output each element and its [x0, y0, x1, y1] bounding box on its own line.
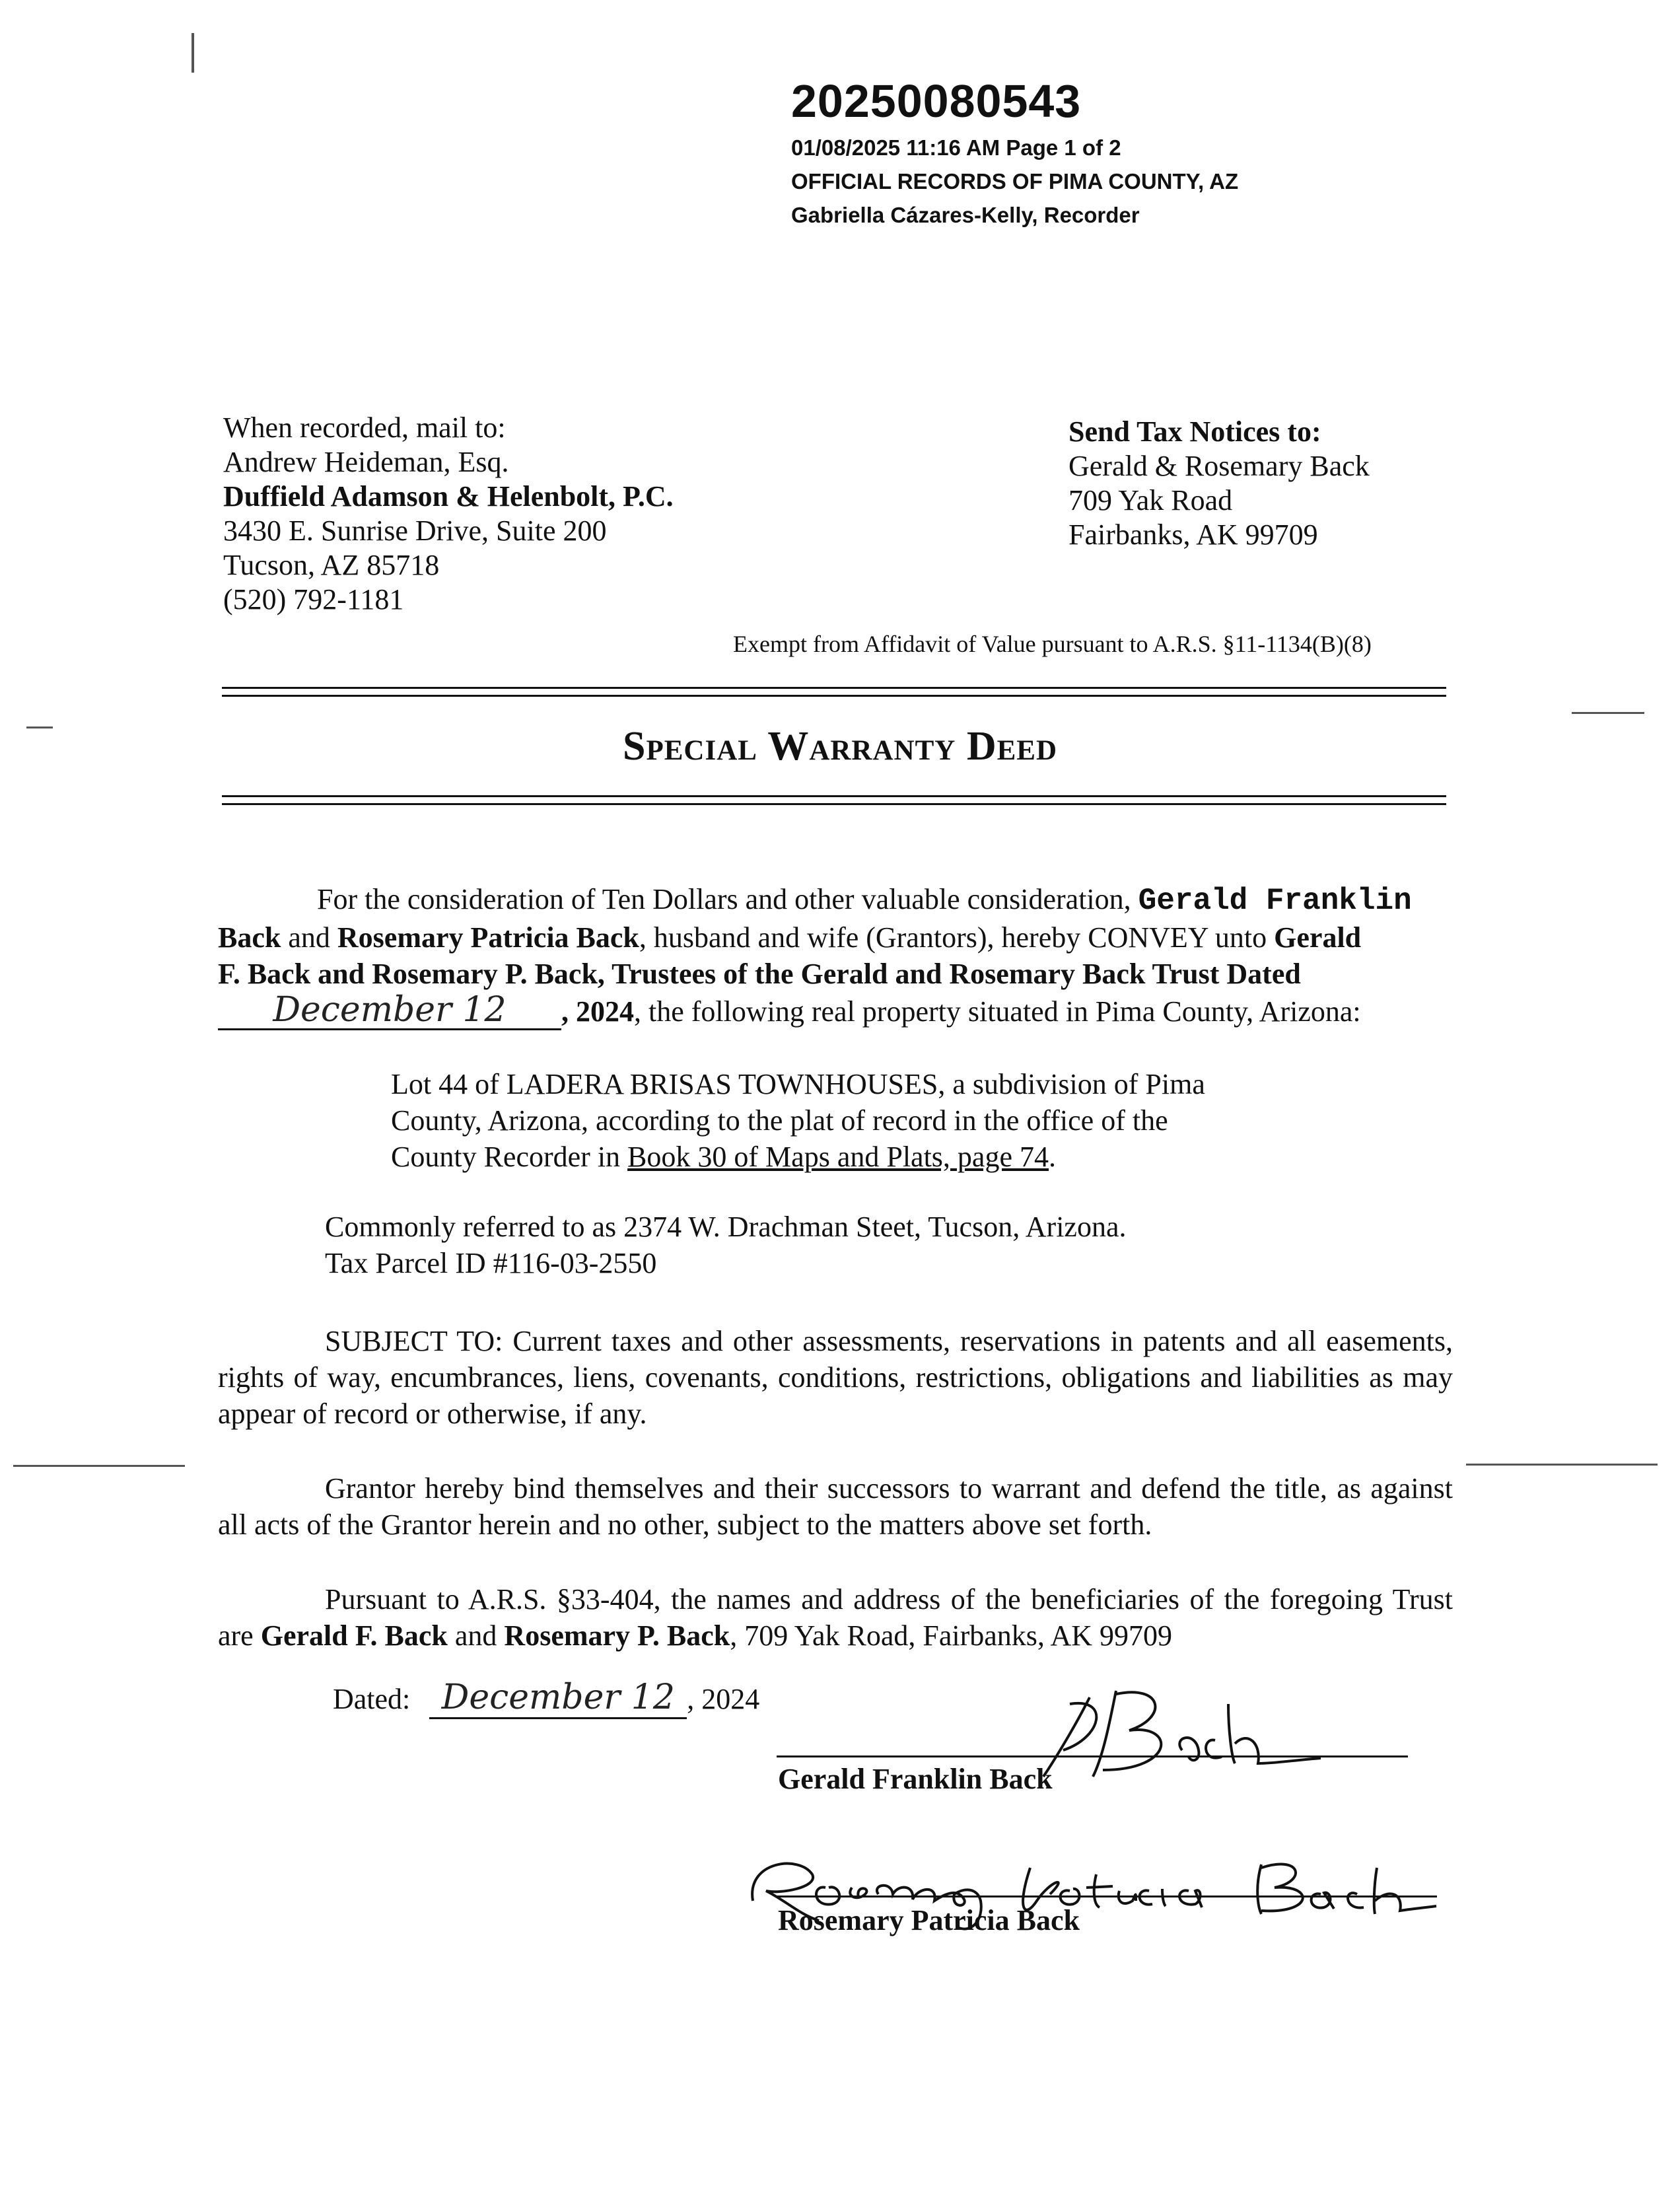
conveyance-paragraph — [218, 881, 1453, 1030]
dated-handwritten: December 12 — [429, 1678, 687, 1719]
beneficiary-1: Gerald F. Back — [260, 1619, 448, 1652]
document-title: Special Warranty Deed — [622, 724, 1058, 769]
grantor-first-typed: Gerald Franklin — [1138, 884, 1412, 918]
mail-to-name: Andrew Heideman, Esq. — [223, 446, 509, 478]
conveyance-and: and — [281, 921, 337, 954]
mail-to-block — [223, 411, 674, 617]
mail-to-street: 3430 E. Sunrise Drive, Suite 200 — [223, 514, 607, 547]
subject-to-paragraph — [218, 1323, 1453, 1432]
tax-notices-block — [1068, 415, 1370, 552]
subject-to-text: SUBJECT TO: Current taxes and other assessments, reservations in patents and all easements, rights of way, encumbrances, liens, covenants, conditions, restrictions, obligations and liabilities as may appear of record or otherwise, if any. — [218, 1325, 1453, 1430]
signer-2-name: Rosemary Patricia Back — [778, 1904, 1080, 1936]
conveyance-line2: , husband and wife (Grantors), hereby CONVEY unto — [639, 921, 1275, 954]
legal-line-2: County, Arizona, according to the plat of record in the office of the — [391, 1104, 1168, 1137]
divider-top-1 — [222, 687, 1446, 689]
dated-line — [333, 1678, 759, 1719]
grantee-first: Gerald — [1274, 921, 1362, 954]
recording-stamp — [791, 71, 1238, 232]
legal-description — [391, 1066, 1315, 1175]
warranty-paragraph — [218, 1470, 1453, 1543]
scan-speck — [26, 727, 53, 728]
trust-date-year: , 2024 — [561, 995, 634, 1028]
dated-label: Dated: — [333, 1683, 411, 1715]
recording-office: OFFICIAL RECORDS OF PIMA COUNTY, AZ — [791, 169, 1239, 194]
scan-speck — [192, 33, 194, 73]
tax-notices-name: Gerald & Rosemary Back — [1068, 450, 1370, 482]
beneficiaries-text-b: and — [447, 1619, 505, 1652]
divider-top-2 — [222, 695, 1446, 697]
beneficiaries-text-c: , 709 Yak Road, Fairbanks, AK 99709 — [730, 1619, 1173, 1652]
dated-year: , 2024 — [687, 1683, 760, 1715]
trust-date-handwritten: December 12 — [218, 992, 561, 1030]
property-info — [325, 1209, 1126, 1281]
beneficiary-2: Rosemary P. Back — [504, 1619, 730, 1652]
recording-datetime: 01/08/2025 11:16 AM Page 1 of 2 — [791, 135, 1121, 160]
signature-line-2 — [777, 1896, 1437, 1897]
scan-speck — [1572, 712, 1644, 714]
document-number: 20250080543 — [791, 75, 1082, 127]
legal-line-3a: County Recorder in — [391, 1141, 628, 1173]
warranty-text: Grantor hereby bind themselves and their successors to warrant and defend the title, as against all acts of the Grantor herein and no other, subject to the matters above set forth. — [218, 1472, 1453, 1541]
signature-gerald — [1030, 1678, 1327, 1783]
mail-to-heading: When recorded, mail to: — [223, 411, 506, 444]
grantor-second: Rosemary Patricia Back — [337, 921, 639, 954]
tax-notices-heading: Send Tax Notices to: — [1068, 415, 1321, 448]
scan-speck — [1466, 1464, 1658, 1466]
conveyance-trustees: F. Back and Rosemary P. Back, Trustees of the Gerald and Rosemary Back Trust Dated — [218, 958, 1301, 990]
mail-to-phone: (520) 792-1181 — [223, 583, 404, 616]
beneficiaries-paragraph — [218, 1581, 1453, 1654]
tax-notices-city: Fairbanks, AK 99709 — [1068, 518, 1318, 551]
conveyance-line4: , the following real property situated in Pima County, Arizona: — [634, 995, 1361, 1028]
divider-bottom-2 — [222, 803, 1446, 805]
mail-to-firm: Duffield Adamson & Helenbolt, P.C. — [223, 480, 674, 513]
signature-line-1 — [777, 1755, 1408, 1757]
tax-notices-street: 709 Yak Road — [1068, 484, 1233, 516]
exempt-note: Exempt from Affidavit of Value pursuant to A.R.S. §11-1134(B)(8) — [733, 631, 1372, 657]
signer-1-name: Gerald Franklin Back — [778, 1763, 1053, 1795]
scan-speck — [13, 1465, 185, 1467]
plat-reference: Book 30 of Maps and Plats, page 74 — [627, 1141, 1049, 1173]
conveyance-line1: For the consideration of Ten Dollars and other valuable consideration, — [317, 883, 1131, 915]
grantor-surname: Back — [218, 921, 281, 954]
property-address: Commonly referred to as 2374 W. Drachman Steet, Tucson, Arizona. — [325, 1211, 1127, 1243]
mail-to-city: Tucson, AZ 85718 — [223, 549, 440, 581]
divider-bottom-1 — [222, 795, 1446, 797]
beneficiaries-text-a: Pursuant to A.R.S. §33-404, the names and address of the beneficiaries of the foregoing Trust are — [218, 1583, 1453, 1652]
recorder-name: Gabriella Cázares-Kelly, Recorder — [791, 203, 1140, 227]
legal-line-3c: . — [1048, 1141, 1056, 1173]
tax-parcel-id: Tax Parcel ID #116-03-2550 — [325, 1247, 657, 1279]
legal-line-1: Lot 44 of LADERA BRISAS TOWNHOUSES, a subdivision of Pima — [391, 1068, 1205, 1100]
